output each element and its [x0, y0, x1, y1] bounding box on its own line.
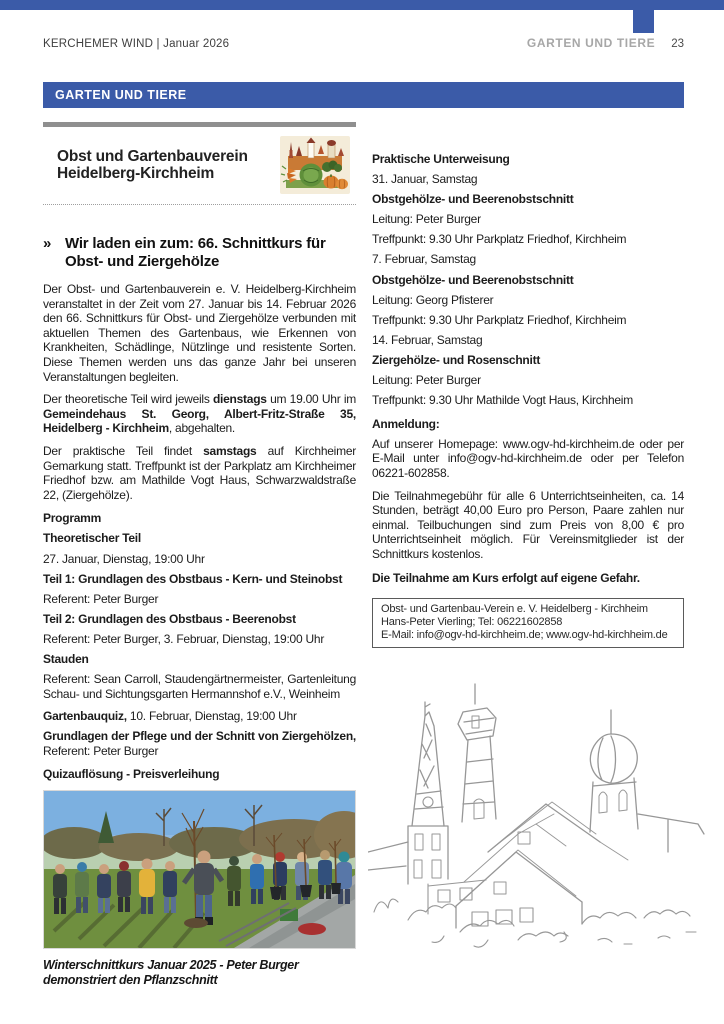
left-column — [43, 122, 356, 988]
text-line: Referent: Sean Carroll, Staudengärtnermeister, Gartenleitung Schau- und Sichtungsgarten Hermannshof e.V., Weinheim — [43, 672, 356, 701]
text-line: Teil 1: Grundlagen des Obstbaus - Kern- und Steinobst — [43, 571, 343, 586]
page-header — [43, 36, 684, 50]
text-line: Praktische Unterweisung — [372, 152, 510, 166]
red-cloth — [298, 923, 326, 935]
text-line: 14. Februar, Samstag — [372, 332, 483, 347]
text-line: Quizauflösung - Preisverleihung — [43, 766, 220, 781]
text-line: 27. Januar, Dienstag, 19:00 Uhr — [43, 551, 205, 566]
text-line: Obstgehölze- und Beerenobstschnitt — [372, 272, 574, 287]
text-line: Der Obst- und Gartenbauverein e. V. Heidelberg-Kirchheim veranstaltet in der Zeit vom 27. Januar bis 14. Februar 2026 den 66. Schnittkurs für Obst- und Ziergehölze verbunden mit aktuellen Themen des Gartenbaus, wie Erkennen von Krankheiten, Schädlinge, Nützlinge und resistente Sorten. Diese Themen werden uns das ganze Jahr bei unseren Veranstaltungen begleiten. — [43, 282, 356, 384]
dotted-rule — [43, 204, 356, 205]
text-line: Referent: Peter Burger — [43, 591, 159, 606]
contact-line: Hans-Peter Vierling; Tel: 06221602858 — [381, 616, 563, 629]
contact-box — [372, 598, 684, 648]
text-line: Treffpunkt: 9.30 Uhr Parkplatz Friedhof, Kirchheim — [372, 232, 627, 247]
church-spire-left — [368, 702, 448, 884]
section-label: GARTEN UND TIERE — [526, 36, 656, 50]
text-line: Obstgehölze- und Beerenobstschnitt — [372, 192, 574, 207]
text-line: 7. Februar, Samstag — [372, 252, 476, 267]
club-title-line2: Heidelberg-Kirchheim — [57, 165, 215, 182]
club-header-box — [43, 122, 356, 205]
text-line: Anmeldung: — [372, 416, 440, 431]
planting-hole — [184, 918, 208, 928]
journal-title: KERCHEMER WIND | Januar 2026 — [43, 38, 230, 50]
bushes — [374, 899, 696, 947]
text-line: Treffpunkt: 9.30 Uhr Mathilde Vogt Haus, Kirchheim — [372, 393, 633, 408]
contact-line: E-Mail: info@ogv-hd-kirchheim.de; www.ogv-hd-kirchheim.de — [381, 629, 668, 642]
top-accent-bar — [0, 0, 724, 10]
photo-caption: Winterschnittkurs Januar 2025 - Peter Burger demonstriert den Pflanzschnitt — [43, 958, 299, 988]
text-line: Die Teilnahme am Kurs erfolgt auf eigene Gefahr. — [372, 570, 640, 585]
article-headline — [43, 235, 356, 270]
village-sketch-drawing — [368, 674, 684, 952]
text-line: Leitung: Peter Burger — [372, 373, 481, 388]
section-banner: GARTEN UND TIERE — [43, 82, 684, 108]
text-line: Der praktische Teil findet samstags auf Kirchheimer Gemarkung statt. Treffpunkt ist der Parkplatz am Kirchheimer Friedhof bzw. am Mathilde Vogt Haus, Schwarzwaldstraße 22, (Ziergehölze). — [43, 443, 356, 502]
water-tower-center — [458, 684, 496, 822]
page-number: 23 — [671, 38, 684, 50]
text-line: Referent: Peter Burger, 3. Februar, Dienstag, 19:00 Uhr — [43, 631, 325, 646]
text-line: Leitung: Peter Burger — [372, 212, 481, 227]
right-column — [372, 152, 684, 952]
cabbage-icon — [300, 164, 323, 187]
text-line: 31. Januar, Samstag — [372, 172, 478, 187]
text-line: Die Teilnahmegebühr für alle 6 Unterrichtseinheiten, ca. 14 Stunden, beträgt 40,00 Euro pro Person, Paare zahlen nur einmal. Teilbuchungen sind zum Preis von 8,00 € pro Unterrichtseinheit möglich. Für Vereinsmitglieder ist der Schnittkurs kostenlos. — [372, 488, 684, 561]
text-line: Auf unserer Homepage: www.ogv-hd-kirchheim.de oder per E-Mail unter info@ogv-hd-kirchheim.de oder per Telefon 06221-602858. — [372, 436, 684, 480]
text-line: Der theoretische Teil wird jeweils dienstags um 19.00 Uhr im Gemeindehaus St. Georg, Albert-Fritz-Straße 35, Heidelberg - Kirchheim, abgehalten. — [43, 392, 356, 436]
club-title-line1: Obst und Gartenbauverein — [57, 148, 248, 165]
houses — [428, 802, 628, 928]
text-line: Programm — [43, 511, 102, 526]
course-photo-image — [43, 790, 356, 949]
club-title — [57, 148, 248, 182]
club-logo-illustration — [280, 136, 350, 194]
header-right — [527, 36, 684, 50]
contact-line: Obst- und Gartenbau-Verein e. V. Heidelberg - Kirchheim — [381, 603, 648, 616]
schedule-and-registration — [372, 152, 684, 585]
text-line: Grundlagen der Pflege und der Schnitt von Ziergehölzen, Referent: Peter Burger — [43, 729, 356, 758]
text-line: Gartenbauquiz, 10. Februar, Dienstag, 19:00 Uhr — [43, 709, 297, 724]
text-line: Stauden — [43, 651, 89, 666]
article-body — [43, 282, 356, 781]
text-line: Theoretischer Teil — [43, 531, 141, 546]
headline-text: Wir laden ein zum: 66. Schnittkurs für Obst- und Ziergehölze — [65, 235, 326, 270]
text-line: Ziergehölze- und Rosenschnitt — [372, 352, 541, 367]
headline-marker: » — [43, 235, 52, 252]
onion-dome-tower-right — [590, 710, 704, 852]
text-line: Leitung: Georg Pfisterer — [372, 292, 494, 307]
top-accent-tab — [633, 10, 654, 33]
text-line: Treffpunkt: 9.30 Uhr Parkplatz Friedhof, Kirchheim — [372, 312, 627, 327]
text-line: Teil 2: Grundlagen des Obstbaus - Beerenobst — [43, 611, 296, 626]
